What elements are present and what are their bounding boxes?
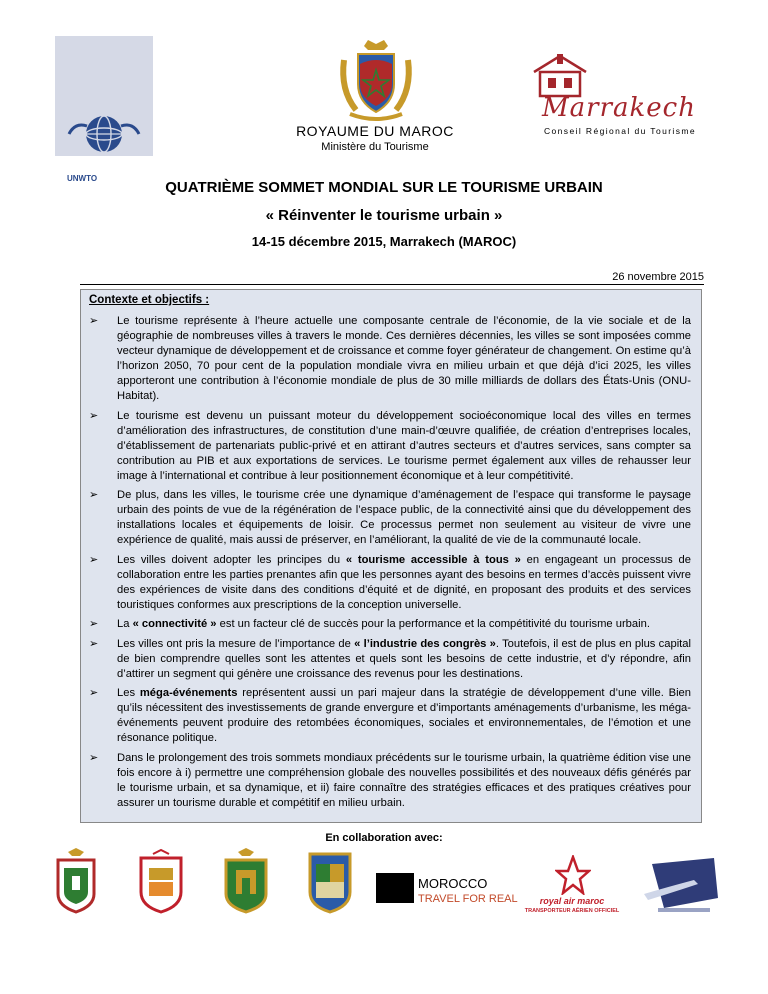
royal-crest-icon (334, 40, 418, 124)
partner-crest-1-icon (50, 848, 102, 914)
unwto-label: UNWTO (67, 174, 98, 183)
bullet-text: Dans le prolongement des trois sommets mondiaux précédents sur le tourisme urbain, la quatrième édition vise une fois encore à i) permettre une compréhension globale des nouvelles possibilités et des nouveaux défis générés par le tourisme urbain, et sa dynamique, et ii) faire connaître des stratégies efficaces et des pratiques créatives pour assurer un tourisme durable et compétitif en milieu urbain. (117, 751, 691, 809)
bullet-arrow-icon: ➢ (89, 618, 99, 630)
morocco-tourism-logo (376, 873, 414, 903)
marrakech-building-icon (530, 52, 590, 98)
context-bullet (81, 617, 701, 632)
unwto-logo (55, 36, 153, 183)
marrakech-logo-subtitle: Conseil Régional du Tourisme (544, 126, 696, 136)
bullet-text: Les villes doivent adopter les principes du (117, 553, 346, 566)
royal-air-maroc-name: royal air maroc (539, 896, 605, 906)
context-bullet (81, 751, 701, 811)
partner-crest-4-icon (304, 848, 356, 914)
summit-theme: « Réinventer le tourisme urbain » (265, 207, 503, 224)
bullet-arrow-icon: ➢ (89, 687, 99, 699)
bullet-text: Les (117, 687, 140, 699)
context-heading: Contexte et objectifs : (89, 294, 210, 306)
context-bullet (81, 553, 701, 613)
bullet-text: représentent aussi un pari majeur dans la stratégie de développement d’une ville. Bien qu’ils nécessitent des investissements de grande envergure et d’importants aménagements d’urbanisme, les méga-événements peuvent produire des retombées économiques, sociales et environnementales, de l’émotion et une résonance politique. (117, 687, 691, 744)
partner-crest-3-icon (220, 848, 272, 914)
marrakech-logo-word: Marrakech (542, 93, 696, 123)
document-date: 26 novembre 2015 (612, 271, 704, 283)
bullet-arrow-icon: ➢ (89, 409, 99, 422)
divider (80, 284, 704, 285)
bullet-emphasis: « connectivité » (132, 618, 217, 630)
bullet-text: La (117, 618, 133, 630)
context-bullet (81, 409, 701, 484)
bullet-arrow-icon: ➢ (89, 751, 99, 764)
context-bullet (81, 314, 701, 404)
morocco-brand-name: MOROCCO (418, 876, 488, 891)
bullet-arrow-icon: ➢ (89, 553, 99, 566)
bullet-text: Le tourisme est devenu un puissant moteur du développement socioéconomique local des villes en termes d’amélioration des infrastructures, de constitution d’une main-d’œuvre qualifiée, de création d’entreprises locales, d’établissement de partenariats public-privé et en attirant d’autres secteurs et d’autres services, sans compter sa contribution au PIB et aux exportations de services. Le tourisme permet également aux villes de rehausser leur image à l’international et contribue à leur positionnement économique et à leur compétitivité. (117, 409, 691, 482)
bullet-arrow-icon: ➢ (89, 489, 99, 501)
bullet-text: Le tourisme représente à l’heure actuelle une composante centrale de l’économie, de la vie sociale et de la géographie de nombreuses villes à travers le monde. Ces dernières décennies, les villes se sont imposées comme vecteur dynamique de développement et de croissance et comme foyer générateur de changement. On estime qu’à l’horizon 2050, 70 pour cent de la population mondiale vivra en milieu urbain et que déjà d’ici 2025, les villes apporteront une contribution à l’économie mondiale de plus de 30 mille milliards de dollars des États-Unis (ONU-Habitat). (117, 315, 691, 402)
bullet-text: en engageant un processus de collaboration entre les parties prenantes afin que les personnes ayant des besoins en termes d’accès puissent vivre des expériences de visite dans des conditions d’équité et de dignité, en proposant des produits et des services touristiques conformes aux prescriptions de la conception universelle. (117, 553, 691, 611)
ministere-label: Ministère du Tourisme (321, 141, 429, 153)
bullet-text: . Toutefois, il est de plus en plus capital de bien comprendre quelles sont les attentes et quels sont les besoins de cette industrie, et d’y répondre, afin d’attirer un segment qui génère une croissance des revenus pour les destinations. (117, 637, 691, 680)
context-box (80, 289, 702, 823)
summit-title: QUATRIÈME SOMMET MONDIAL SUR LE TOURISME URBAIN (165, 179, 603, 196)
bullet-arrow-icon: ➢ (89, 637, 99, 650)
morocco-brand-tagline: TRAVEL FOR REAL (418, 893, 518, 905)
royaume-label: ROYAUME DU MAROC (296, 123, 454, 139)
context-bullet (81, 686, 701, 746)
royal-air-maroc-star-icon (555, 855, 591, 895)
bullet-text: est un facteur clé de succès pour la performance et la compétitivité du tourisme urbain. (216, 618, 650, 630)
bullet-emphasis: méga-événements (139, 687, 238, 699)
context-bullet (81, 488, 701, 548)
collaboration-heading: En collaboration avec: (325, 832, 443, 844)
airports-office-logo-icon (644, 858, 720, 914)
context-bullet-list (81, 314, 701, 815)
bullet-text: De plus, dans les villes, le tourisme crée une dynamique d’aménagement de l’espace qui transforme le paysage urbain des points de vue de la régénération de l’espace public, de la connectivité ainsi que du développement des installations locales et équipements de loisir. Ce processus permet non seulement au visiteur de vivre une expérience de qualité, mais aussi de préserver, en l’améliorant, la qualité de vie de la communauté locale. (117, 489, 691, 546)
partner-crest-2-icon (135, 848, 187, 914)
bullet-arrow-icon: ➢ (89, 315, 99, 327)
summit-dates: 14-15 décembre 2015, Marrakech (MAROC) (251, 234, 517, 249)
unwto-globe-icon (61, 104, 147, 174)
context-bullet (81, 637, 701, 682)
royal-air-maroc-tagline: TRANSPORTEUR AÉRIEN OFFICIEL (524, 908, 620, 914)
bullet-emphasis: « l’industrie des congrès » (354, 637, 496, 650)
bullet-text: Les villes ont pris la mesure de l’importance de (117, 637, 355, 650)
bullet-emphasis: « tourisme accessible à tous » (345, 553, 521, 566)
